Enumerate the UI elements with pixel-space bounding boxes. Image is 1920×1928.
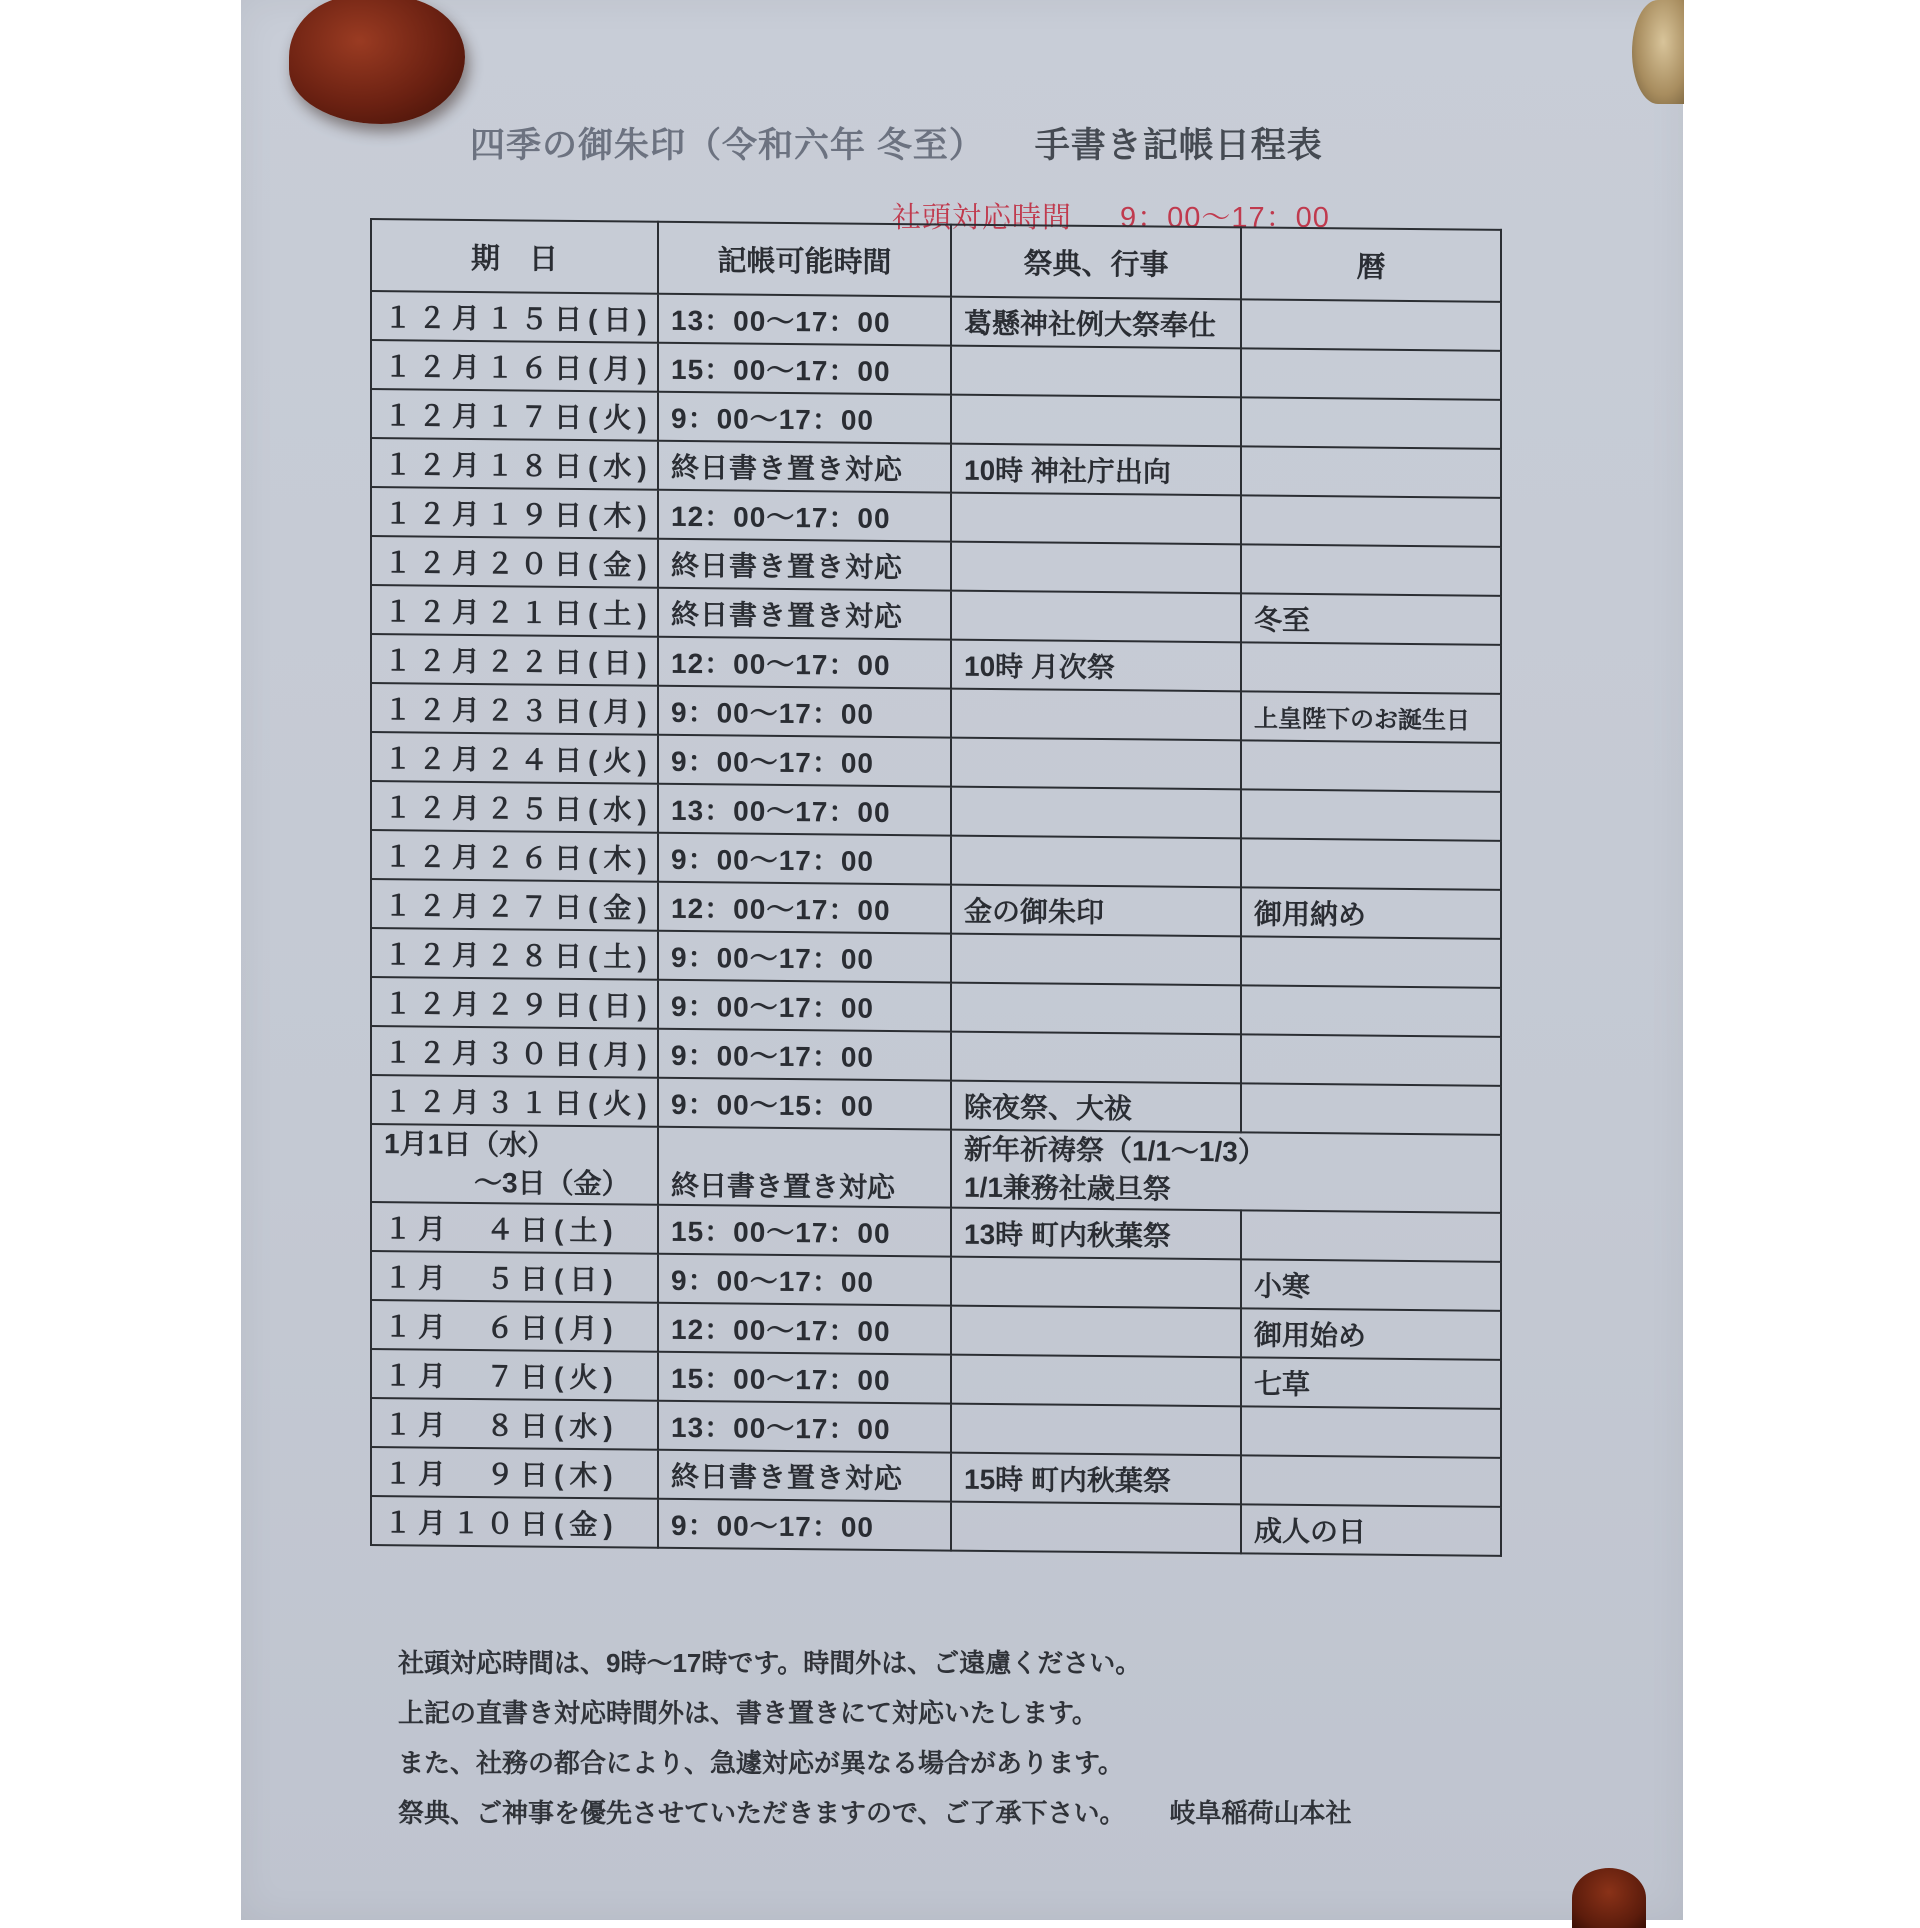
date-cell: １２月２４日(火) (371, 732, 658, 784)
event-cell: 13時 町内秋葉祭 (951, 1208, 1241, 1260)
note-line: 祭典、ご神事を優先させていただきますので、ご了承下さい。 (398, 1798, 1126, 1828)
schedule-table (370, 218, 1502, 1557)
date-cell: １月 ５日(日) (371, 1251, 658, 1303)
date-cell: １２月２５日(水) (371, 781, 658, 833)
time-cell: 9：00〜17：00 (658, 686, 951, 738)
title-main: 四季の御朱印（令和六年 冬至） (470, 126, 985, 165)
magnet-wood-top-right (1632, 0, 1684, 104)
time-cell: 9：00〜17：00 (658, 931, 951, 983)
time-cell: 9：00〜17：00 (658, 1499, 951, 1551)
time-cell: 9：00〜15：00 (658, 1078, 951, 1130)
magnet-brown-left (289, 0, 465, 124)
calendar-cell: 冬至 (1241, 593, 1501, 644)
calendar-cell: 七草 (1241, 1357, 1501, 1408)
date-cell: １２月３０日(月) (371, 1026, 658, 1078)
time-cell: 9：00〜17：00 (658, 735, 951, 787)
event-cell (951, 689, 1241, 741)
time-cell: 13：00〜17：00 (658, 784, 951, 836)
calendar-cell: 上皇陛下のお誕生日 (1241, 691, 1501, 742)
note-line-with-signature (398, 1788, 1498, 1838)
event-cell (951, 983, 1241, 1035)
time-cell: 9：00〜17：00 (658, 1029, 951, 1081)
calendar-cell (1241, 446, 1501, 497)
date-cell (371, 1124, 658, 1205)
date-cell: １２月２６日(木) (371, 830, 658, 882)
date-cell: １２月２７日(金) (371, 879, 658, 931)
event-cell (951, 1404, 1241, 1456)
time-cell: 終日書き置き対応 (658, 1450, 951, 1502)
time-cell: 9：00〜17：00 (658, 980, 951, 1032)
document-title (470, 118, 1470, 168)
calendar-cell (1241, 838, 1501, 889)
event-cell (951, 738, 1241, 790)
calendar-cell: 御用始め (1241, 1308, 1501, 1359)
event-cell (951, 836, 1241, 888)
date-cell: １２月２１日(土) (371, 585, 658, 637)
date-cell: １２月１７日(火) (371, 389, 658, 441)
event-cell (951, 346, 1241, 398)
time-cell: 15：00〜17：00 (658, 1352, 951, 1404)
event-cell (951, 934, 1241, 986)
event-cell (951, 1257, 1241, 1309)
event-cell (951, 1355, 1241, 1407)
calendar-cell (1241, 1034, 1501, 1085)
event-cell (951, 1130, 1501, 1213)
event-cell (951, 1502, 1241, 1554)
time-cell: 終日書き置き対応 (658, 539, 951, 591)
date-cell: １２月１６日(月) (371, 340, 658, 392)
date-cell: １２月１５日(日) (371, 291, 658, 343)
date-cell: １２月２９日(日) (371, 977, 658, 1029)
time-cell: 15：00〜17：00 (658, 1205, 951, 1257)
date-cell: １２月３１日(火) (371, 1075, 658, 1127)
date-cell: １２月１８日(水) (371, 438, 658, 490)
calendar-cell (1241, 1455, 1501, 1506)
calendar-cell (1241, 397, 1501, 448)
calendar-cell (1241, 789, 1501, 840)
event-cell: 除夜祭、大祓 (951, 1081, 1241, 1133)
calendar-cell (1241, 740, 1501, 791)
calendar-cell: 小寒 (1241, 1259, 1501, 1310)
calendar-cell: 成人の日 (1241, 1504, 1501, 1555)
date-cell: １２月２３日(月) (371, 683, 658, 735)
calendar-cell (1241, 495, 1501, 546)
table-row (371, 1496, 1501, 1556)
date-cell: １月 ４日(土) (371, 1202, 658, 1254)
date-cell: １月 ６日(月) (371, 1300, 658, 1352)
event-cell: 葛懸神社例大祭奉仕 (951, 297, 1241, 349)
time-cell: 12：00〜17：00 (658, 490, 951, 542)
event-cell (951, 542, 1241, 594)
date-cell: １月 ９日(木) (371, 1447, 658, 1499)
magnet-brown-bottom-right (1572, 1868, 1646, 1928)
time-cell: 13：00〜17：00 (658, 294, 951, 346)
calendar-cell (1241, 936, 1501, 987)
notes-block (398, 1638, 1498, 1838)
event-line: 1/1兼務社歳旦祭 (964, 1171, 1171, 1205)
time-cell: 終日書き置き対応 (658, 441, 951, 493)
calendar-cell (1241, 1210, 1501, 1261)
event-cell: 金の御朱印 (951, 885, 1241, 937)
calendar-cell (1241, 642, 1501, 693)
shrine-signature: 岐阜稲荷山本社 (1169, 1798, 1352, 1828)
event-line: 新年祈祷祭（1/1〜1/3） (964, 1133, 1266, 1168)
time-cell: 9：00〜17：00 (658, 392, 951, 444)
header-calendar: 暦 (1241, 227, 1501, 301)
event-cell: 10時 月次祭 (951, 640, 1241, 692)
date-cell: １２月２８日(土) (371, 928, 658, 980)
note-line: 社頭対応時間は、9時〜17時です。時間外は、ご遠慮ください。 (398, 1648, 1142, 1678)
date-cell: １２月１９日(木) (371, 487, 658, 539)
calendar-cell (1241, 1083, 1501, 1134)
date-cell: １２月２０日(金) (371, 536, 658, 588)
calendar-cell (1241, 299, 1501, 350)
calendar-cell (1241, 1406, 1501, 1457)
time-cell: 12：00〜17：00 (658, 882, 951, 934)
date-cell: １月 ７日(火) (371, 1349, 658, 1401)
header-time: 記帳可能時間 (658, 222, 951, 297)
time-cell: 9：00〜17：00 (658, 1254, 951, 1306)
time-cell: 終日書き置き対応 (658, 1127, 951, 1208)
table-row-new-year (371, 1124, 1501, 1213)
header-event: 祭典、行事 (951, 225, 1241, 300)
time-cell: 終日書き置き対応 (658, 588, 951, 640)
event-cell: 15時 町内秋葉祭 (951, 1453, 1241, 1505)
time-cell: 12：00〜17：00 (658, 1303, 951, 1355)
shrine-hours-label: 社頭対応時間 (892, 202, 1073, 234)
calendar-cell (1241, 985, 1501, 1036)
date-cell: １月 ８日(水) (371, 1398, 658, 1450)
date-cell: １月１０日(金) (371, 1496, 658, 1548)
note-line: 上記の直書き対応時間外は、書き置きにて対応いたします。 (398, 1698, 1098, 1728)
title-sub: 手書き記帳日程表 (1034, 126, 1323, 165)
table-header-row (371, 219, 1501, 302)
date-line: 〜3日（金） (474, 1166, 630, 1200)
calendar-cell (1241, 544, 1501, 595)
date-line: 1月1日（水） (384, 1128, 556, 1161)
time-cell: 12：00〜17：00 (658, 637, 951, 689)
time-cell: 13：00〜17：00 (658, 1401, 951, 1453)
time-cell: 9：00〜17：00 (658, 833, 951, 885)
event-cell (951, 591, 1241, 643)
header-date: 期 日 (371, 219, 658, 294)
note-line: また、社務の都合により、急遽対応が異なる場合があります。 (398, 1748, 1124, 1778)
event-cell (951, 1306, 1241, 1358)
shrine-hours-value: 9：00〜17：00 (1120, 202, 1330, 234)
date-cell: １２月２２日(日) (371, 634, 658, 686)
event-cell (951, 787, 1241, 839)
time-cell: 15：00〜17：00 (658, 343, 951, 395)
calendar-cell (1241, 348, 1501, 399)
event-cell (951, 395, 1241, 447)
calendar-cell: 御用納め (1241, 887, 1501, 938)
event-cell (951, 1032, 1241, 1084)
event-cell (951, 493, 1241, 545)
event-cell: 10時 神社庁出向 (951, 444, 1241, 496)
